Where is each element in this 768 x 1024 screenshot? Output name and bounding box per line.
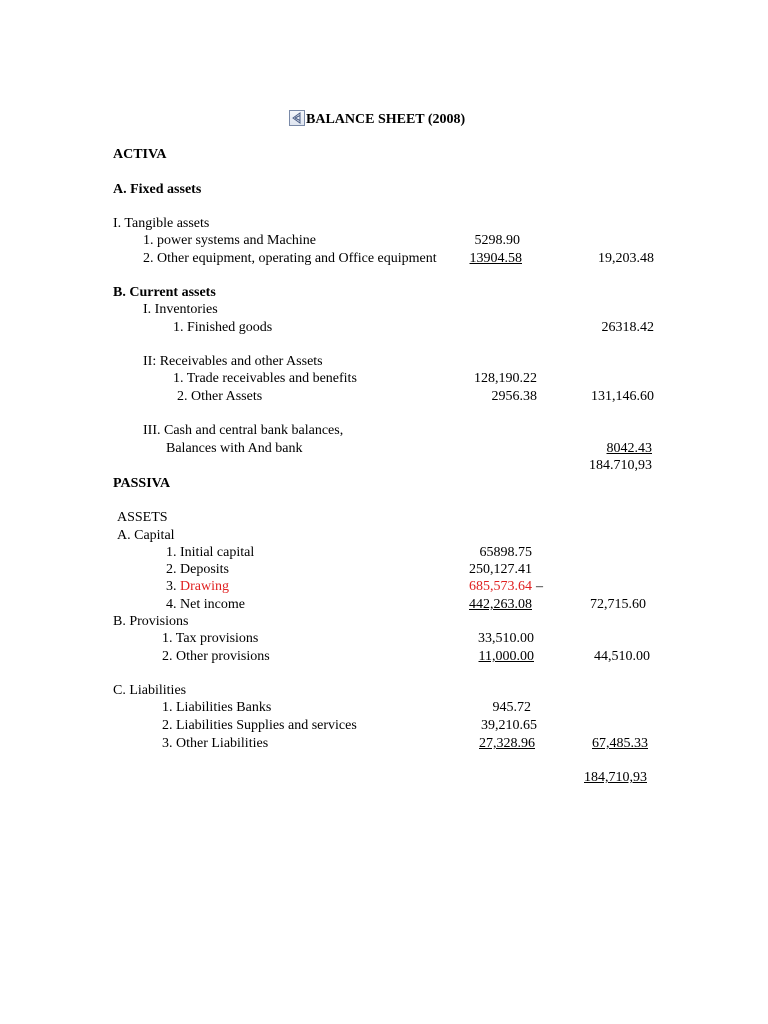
passiva-grand-total: 184,710,93 (584, 770, 647, 785)
activa-grand-total: 184.710,93 (589, 458, 652, 473)
item-total: 8042.43 (606, 441, 652, 456)
cash-label-2: Balances with And bank (166, 441, 303, 456)
item-total: 19,203.48 (598, 251, 654, 266)
item-amount: 250,127.41 (469, 562, 532, 577)
item-amount: 11,000.00 (478, 649, 534, 664)
item-label: 2. Other equipment, operating and Office equipment (143, 251, 437, 266)
item-amount: 27,328.96 (479, 736, 535, 751)
item-label: 2. Deposits (166, 562, 229, 577)
item-label: 4. Net income (166, 597, 245, 612)
item-total: 67,485.33 (592, 736, 648, 751)
item-label: 1. Initial capital (166, 545, 255, 560)
liabilities-heading: C. Liabilities (113, 683, 187, 698)
item-label: 1. Trade receivables and benefits (173, 371, 357, 386)
item-amount: 442,263.08 (469, 597, 532, 612)
item-amount: 39,210.65 (481, 718, 537, 733)
provisions-heading: B. Provisions (113, 614, 189, 629)
assets-label: ASSETS (117, 510, 168, 525)
item-total: 72,715.60 (590, 597, 646, 612)
item-amount: 33,510.00 (478, 631, 534, 646)
item-label: 2. Other Assets (177, 389, 263, 404)
item-label: 3. Drawing (166, 579, 229, 594)
page-title: BALANCE SHEET (2008) (306, 111, 466, 127)
document-title (289, 109, 465, 129)
cash-label: III. Cash and central bank balances, (143, 423, 344, 438)
item-label: 3. Other Liabilities (162, 736, 269, 751)
inventories-label: I. Inventories (143, 302, 218, 317)
capital-heading: A. Capital (117, 528, 175, 543)
activa-heading: ACTIVA (113, 147, 167, 162)
item-amount: 945.72 (492, 700, 531, 715)
drawing-amount: 685,573.64 (469, 579, 532, 594)
receivables-label: II: Receivables and other Assets (143, 354, 323, 369)
current-assets-heading: B. Current assets (113, 285, 216, 300)
item-total: 26318.42 (601, 320, 654, 335)
document-icon (289, 110, 305, 126)
item-amount: 65898.75 (479, 545, 532, 560)
tangible-assets-label: I. Tangible assets (113, 216, 210, 231)
fixed-assets-heading: A. Fixed assets (113, 182, 202, 197)
item-amount: 13904.58 (469, 251, 522, 266)
drawing-label: Drawing (180, 579, 229, 594)
item-label: 2. Other provisions (162, 649, 270, 664)
drawing-sign: – (536, 579, 543, 594)
item-total: 44,510.00 (594, 649, 650, 664)
item-label: 1. Finished goods (173, 320, 273, 335)
item-label: 1. Liabilities Banks (162, 700, 272, 715)
item-amount: 5298.90 (474, 233, 520, 248)
passiva-heading: PASSIVA (113, 476, 171, 491)
item-amount: 2956.38 (491, 389, 537, 404)
item-total: 131,146.60 (591, 389, 654, 404)
item-label: 2. Liabilities Supplies and services (162, 718, 357, 733)
item-label: 1. Tax provisions (162, 631, 259, 646)
item-amount: 128,190.22 (474, 371, 537, 386)
item-label: 1. power systems and Machine (143, 233, 317, 248)
